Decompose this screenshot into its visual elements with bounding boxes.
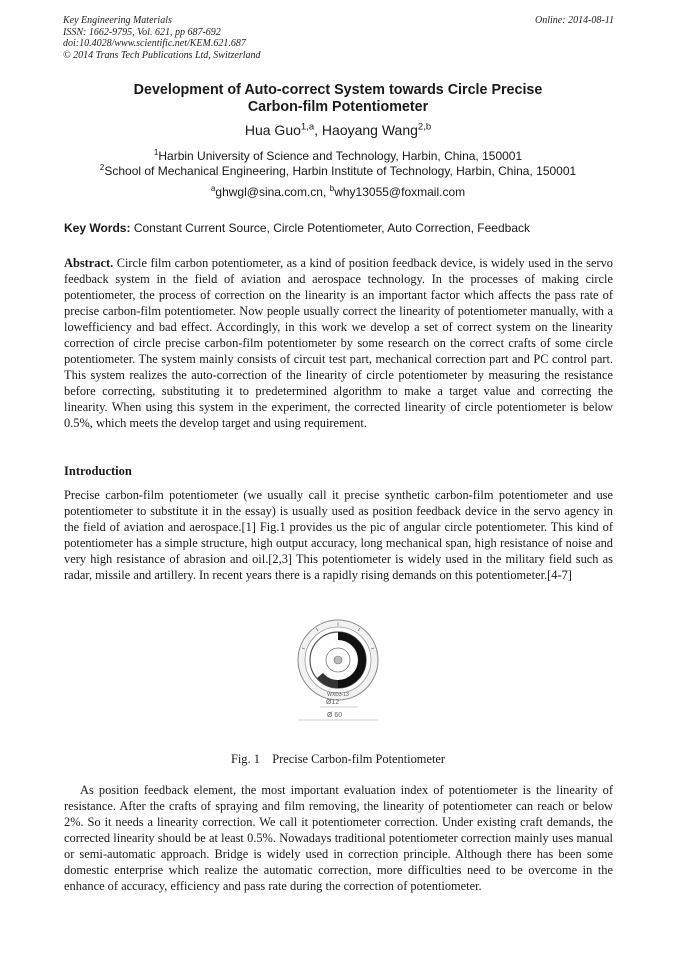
affiliation-1: $^1$Harbin University of Science and Technology, Harbin, China, 150001	[153, 148, 523, 163]
doi-line: doi:10.4028/www.scientific.net/KEM.621.687	[63, 38, 246, 49]
svg-text:WXD3-13: WXD3-13	[327, 692, 349, 698]
author-sup: 1,a	[300, 121, 315, 133]
author-name: Haoyang Wang	[321, 122, 418, 138]
abstract	[64, 255, 613, 431]
keywords-label: Key Words:	[64, 221, 131, 235]
title-line-1: Development of Auto-correct System towards Circle Precise	[133, 82, 543, 98]
abstract-label: Abstract.	[64, 256, 114, 270]
potentiometer-drawing	[290, 618, 390, 724]
introduction-paragraph: Precise carbon-film potentiometer (we usually call it precise synthetic carbon-film potentiometer and use potentiometer to substitute it in the essay) is usually used as position feedback device in the servo agency in the field of aviation and aerospace.[1] Fig.1 provides us the pic of angular circle potentiometer. This kind of potentiometer has a simple structure, high output accuracy, long mechanical span, high resistance of noise and very high resistance of abrasion and oil.[2,3] This potentiometer is widely used in the military field such as radar, missile and artillery. In recent years there is a rapidly rising demands on this potentiometer.[4-7]	[64, 488, 613, 582]
journal-name: Key Engineering Materials	[63, 15, 172, 26]
author-sup: 2,b	[417, 121, 432, 133]
title-line-2: Carbon-film Potentiometer	[247, 99, 429, 115]
email-link[interactable]: why13055@foxmail.com	[334, 185, 466, 199]
section-heading-introduction: Introduction	[64, 464, 132, 478]
figure-potentiometer	[290, 618, 390, 724]
author-list: Hua Guo$^{1,a}$, Haoyang Wang$^{2,b}$	[244, 121, 432, 138]
keywords-text: Constant Current Source, Circle Potentiometer, Auto Correction, Feedback	[133, 221, 531, 235]
online-date: Online: 2014-08-11	[535, 15, 614, 26]
issn-line: ISSN: 1662-9795, Vol. 621, pp 687-692	[63, 26, 221, 38]
affiliation-2: $^2$School of Mechanical Engineering, Harbin Institute of Technology, Harbin, China, 150001	[99, 163, 577, 178]
email-link[interactable]: ghwgl@sina.com.cn,	[215, 185, 327, 199]
author-name: Hua Guo	[244, 122, 301, 138]
paper-title	[63, 82, 613, 116]
publication-header	[63, 15, 261, 61]
body-paragraph-2: As position feedback element, the most important evaluation index of potentiometer is the linearity of resistance. After the crafts of spraying and film removing, the linearity of potentiometer can reach or below 2%. So it needs a linearity correction. We call it potentiometer correction. Under existing craft demands, the corrected linearity should be at least 0.5%. Nowadays traditional potentiometer correction mainly uses manual or semi-automatic approach. Bridge is widely used in correction principle. Although there has been some domestic enterprise which realize the automatic correction, more difficulties need to be overcome in the enhance of accuracy, efficiency and pass rate during the correction of potentiometer.	[64, 783, 613, 893]
dimension-inner: Ø12	[326, 699, 340, 706]
figure-caption: Fig. 1 Precise Carbon-film Potentiometer	[230, 752, 446, 766]
keywords	[64, 221, 530, 235]
email-line: $^a$ghwgl@sina.com.cn, $^b$why13055@foxmail.com	[210, 184, 466, 199]
copyright-line: © 2014 Trans Tech Publications Ltd, Switzerland	[63, 49, 261, 61]
abstract-text: Circle film carbon potentiometer, as a kind of position feedback device, is widely used in the servo feedback system in the field of aviation and aerospace technology. In the processes of making circle potentiometer, the process of correction on the linearity is an important factor which affects the pass rate of precise carbon-film potentiometer. Now people usually correct the linearity of potentiometer manually, with a lowefficiency and bad effect. Accordingly, in this work we develop a set of correct system on the linearity correction of circle precise carbon-film potentiometer by some research on the correct crafts of some circle potentiometer. The system mainly consists of circuit test part, mechanical correction part and PC control part. This system realizes the auto-correction of the linearity of circle potentiometer by measuring the resistance before correcting, substituting it to predetermined algorithm to make a target value and correcting the linearity. When using this system in the experiment, the corrected linearity of circle potentiometer is below 0.5%, which meets the develop target and using requirement.	[64, 256, 613, 430]
dimension-outer: Ø 60	[327, 712, 343, 719]
